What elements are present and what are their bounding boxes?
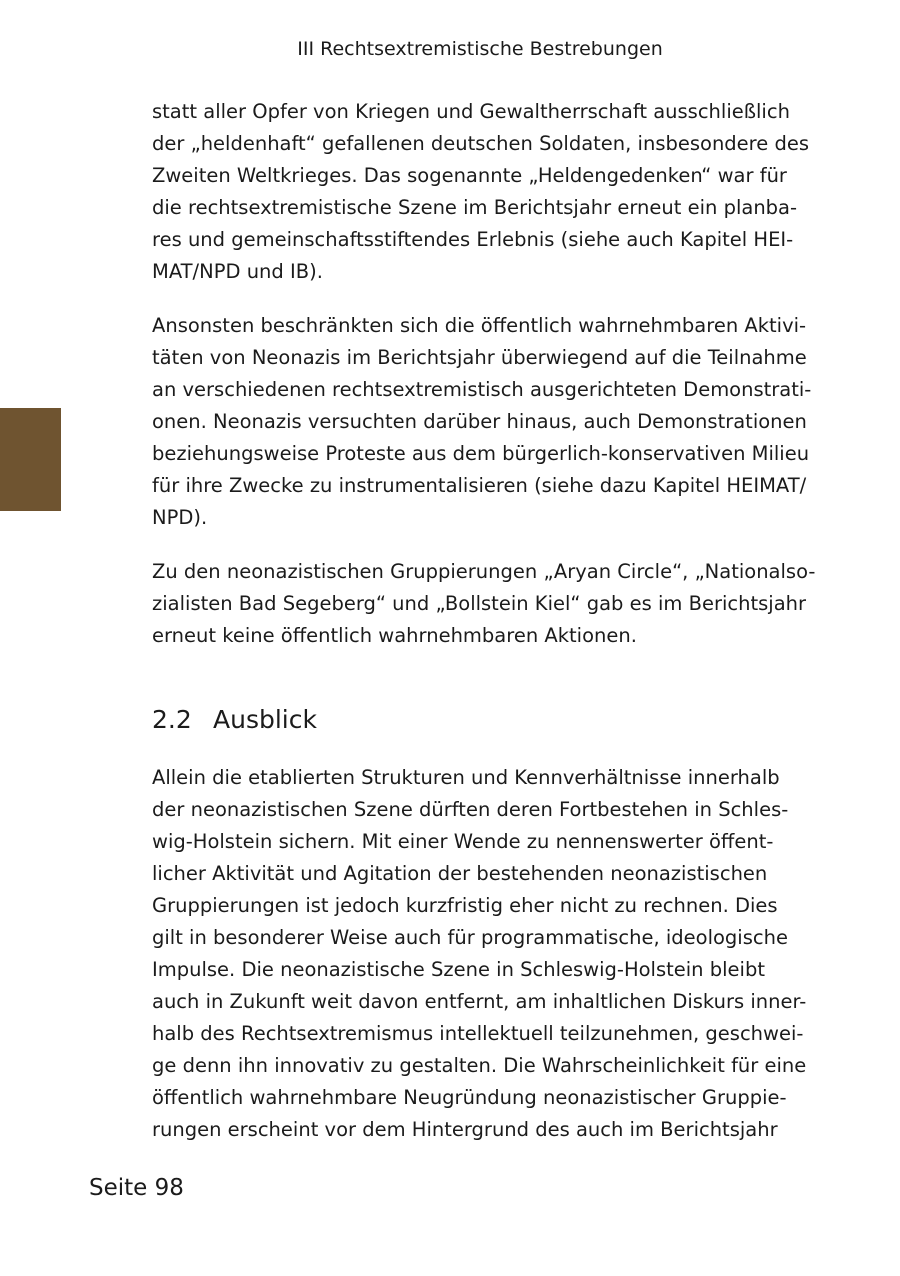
text-line: auch in Zukunft weit davon entfernt, am inhaltlichen Diskurs inner- (152, 990, 807, 1013)
text-line: Zweiten Weltkrieges. Das sogenannte „Heldengedenken“ war für (152, 164, 787, 187)
text-line: erneut keine öffentlich wahrnehmbaren Aktionen. (152, 624, 637, 647)
text-line: NPD). (152, 506, 208, 529)
page-body (152, 96, 816, 1168)
chapter-tab-marker (0, 408, 61, 511)
text-line: Gruppierungen ist jedoch kurzfristig eher nicht zu rechnen. Dies (152, 894, 778, 917)
text-line: Allein die etablierten Strukturen und Kennverhältnisse innerhalb (152, 766, 780, 789)
paragraph-1 (152, 96, 812, 288)
text-line: licher Aktivität und Agitation der bestehenden neonazistischen (152, 862, 768, 885)
text-line: beziehungsweise Proteste aus dem bürgerlich-konservativen Milieu (152, 442, 810, 465)
text-line: die rechtsextremistische Szene im Berichtsjahr erneut ein planba- (152, 196, 798, 219)
text-line: onen. Neonazis versuchten darüber hinaus, auch Demonstrationen (152, 410, 807, 433)
text-line: ge denn ihn innovativ zu gestalten. Die Wahrscheinlichkeit für eine (152, 1054, 807, 1077)
text-line: an verschiedenen rechtsextremistisch ausgerichteten Demonstrati- (152, 378, 812, 401)
text-line: gilt in besonderer Weise auch für programmatische, ideologische (152, 926, 788, 949)
paragraph-3 (152, 556, 816, 652)
text-line: für ihre Zwecke zu instrumentalisieren (siehe dazu Kapitel HEIMAT/ (152, 474, 807, 497)
paragraph-2 (152, 310, 812, 534)
running-head: III Rechtsextremistische Bestrebungen (297, 38, 663, 60)
text-line: rungen erscheint vor dem Hintergrund des auch im Berichtsjahr (152, 1118, 778, 1141)
text-line: Impulse. Die neonazistische Szene in Schleswig-Holstein bleibt (152, 958, 765, 981)
text-line: der neonazistischen Szene dürften deren Fortbestehen in Schles- (152, 798, 789, 821)
page-number: Seite 98 (89, 1175, 184, 1201)
section-paragraph (152, 762, 812, 1146)
text-line: MAT/NPD und IB). (152, 260, 323, 283)
text-line: öffentlich wahrnehmbare Neugründung neonazistischer Gruppie- (152, 1086, 787, 1109)
text-line: täten von Neonazis im Berichtsjahr überwiegend auf die Teilnahme (152, 346, 807, 369)
text-line: der „heldenhaft“ gefallenen deutschen Soldaten, insbesondere des (152, 132, 809, 155)
text-line: wig-Holstein sichern. Mit einer Wende zu nennenswerter öffent- (152, 830, 774, 853)
text-line: Ansonsten beschränkten sich die öffentlich wahrnehmbaren Aktivi- (152, 314, 807, 337)
section-number: 2.2 (152, 705, 192, 734)
text-line: Zu den neonazistischen Gruppierungen „Aryan Circle“, „Nationalso- (152, 560, 816, 583)
section-heading (152, 704, 812, 736)
text-line: statt aller Opfer von Kriegen und Gewaltherrschaft ausschließlich (152, 100, 790, 123)
section-title: Ausblick (213, 705, 317, 734)
text-line: halb des Rechtsextremismus intellektuell teilzunehmen, geschwei- (152, 1022, 804, 1045)
text-line: zialisten Bad Segeberg“ und „Bollstein Kiel“ gab es im Berichtsjahr (152, 592, 807, 615)
text-line: res und gemeinschaftsstiftendes Erlebnis (siehe auch Kapitel HEI- (152, 228, 794, 251)
